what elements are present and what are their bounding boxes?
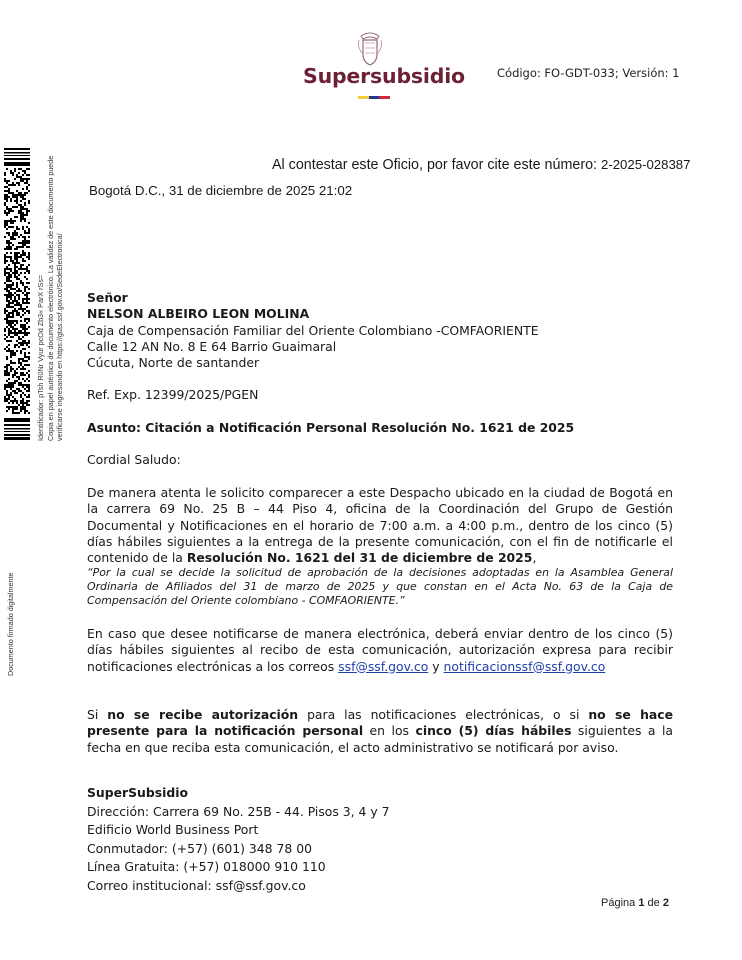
reference-line: Ref. Exp. 12399/2025/PGEN xyxy=(87,387,259,402)
document-code: Código: FO-GDT-033; Versión: 1 xyxy=(497,66,680,80)
paragraph-citation xyxy=(87,485,673,608)
text: para las notificaciones electrónicas, o si xyxy=(298,707,589,722)
greeting: Cordial Saludo: xyxy=(87,452,181,467)
footer-contact xyxy=(87,784,673,896)
side-verify-note: verificarse ingresando en https://gtas.ssf.gov.co/SedeElectronica/ xyxy=(55,233,64,441)
flag-red xyxy=(379,96,390,99)
footer-building: Edificio World Business Port xyxy=(87,822,259,838)
cite-number-line xyxy=(272,157,690,173)
page-of: de xyxy=(647,897,660,909)
recipient-city: Cúcuta, Norte de santander xyxy=(87,355,260,371)
paragraph-warning xyxy=(87,707,673,756)
recipient-block xyxy=(87,290,673,371)
salutation: Señor xyxy=(87,290,128,305)
side-identifier: Identificador: pTsh R0Nr Vyur pcOd Zb3« ParX rSs= xyxy=(36,274,45,441)
bold-text: no se hace presente para la notificación personal xyxy=(87,707,673,739)
comma: , xyxy=(532,550,537,566)
page-number xyxy=(601,897,669,909)
footer-tollfree: Línea Gratuita: (+57) 018000 910 110 xyxy=(87,859,326,875)
date-line: Bogotá D.C., 31 de diciembre de 2025 21:02 xyxy=(89,183,353,198)
digital-signature-note: Documento firmado digitalmente xyxy=(6,572,15,676)
flag-yellow xyxy=(358,96,369,99)
recipient-organization: Caja de Compensación Familiar del Oriente Colombiano -COMFAORIENTE xyxy=(87,322,539,338)
cite-number: 2-2025-028387 xyxy=(601,157,691,172)
page-label: Página xyxy=(601,897,636,909)
text: Si xyxy=(87,707,108,722)
footer-org: SuperSubsidio xyxy=(87,785,188,800)
recipient-name: NELSON ALBEIRO LEON MOLINA xyxy=(87,306,310,322)
email-link-notificaciones[interactable]: notificacionssf@ssf.gov.co xyxy=(443,658,606,674)
resolution-quote: “Por la cual se decide la solicitud de aprobación de la decisiones adoptadas en la Asamblea General Ordinaria de Afiliados del 31 de marzo de 2025 y que constan en el Acta No. 63 de la Caja de Compensación del Oriente colombiano - COMFAORIENTE.” xyxy=(87,566,673,608)
bold-text: no se recibe autorización xyxy=(107,707,299,722)
datamatrix-barcode xyxy=(4,148,30,440)
text: en los xyxy=(363,723,416,739)
page-current: 1 xyxy=(638,897,645,909)
resolution-reference: Resolución No. 1621 del 31 de diciembre de 2025 xyxy=(186,550,533,566)
recipient-address: Calle 12 AN No. 8 E 64 Barrio Guaimaral xyxy=(87,338,337,354)
flag-blue xyxy=(369,96,380,99)
footer-address: Dirección: Carrera 69 No. 25B - 44. Pisos 3, 4 y 7 xyxy=(87,803,390,819)
paragraph-citation-text: De manera atenta le solicito comparecer a este Despacho ubicado en la ciudad de Bogotá en la carrera 69 No. 25 B – 44 Piso 4, oficina de la Coordinación del Grupo de Gestión Documental y Notificaciones en el horario de 7:00 a.m. a 4:00 p.m., dentro de los cinco (5) días hábiles siguientes a la entrega de la presente comunicación, con el fin de notificarle el contenido de la xyxy=(87,485,673,566)
side-copy-note: Copia en papel auténtica de documento electrónico. La validez de este documento puede xyxy=(46,155,55,441)
email-link-ssf[interactable]: ssf@ssf.gov.co xyxy=(338,658,429,674)
paragraph-electronic xyxy=(87,626,673,675)
text: siguientes a la fecha en que reciba esta comunicación, el acto administrativo se notificará por aviso. xyxy=(87,723,673,755)
page-total: 2 xyxy=(662,897,669,909)
subject-line: Asunto: Citación a Notificación Personal Resolución No. 1621 de 2025 xyxy=(87,420,575,435)
footer-email: Correo institucional: ssf@ssf.gov.co xyxy=(87,877,306,893)
brand-logo: Supersubsidio xyxy=(303,64,465,88)
bold-text: cinco (5) días hábiles xyxy=(415,723,572,739)
paragraph-electronic-text: En caso que desee notificarse de manera electrónica, deberá enviar dentro de los cinco (5) días hábiles siguientes al recibo de esta comunicación, autorización expresa para recibir notificaciones electrónicas a los correos xyxy=(87,626,673,674)
conjunction: y xyxy=(432,658,440,674)
footer-phone: Conmutador: (+57) (601) 348 78 00 xyxy=(87,840,312,856)
cite-label: Al contestar este Oficio, por favor cite este número: xyxy=(272,157,598,173)
flag-stripe xyxy=(358,96,390,99)
coat-of-arms-icon xyxy=(355,30,385,68)
